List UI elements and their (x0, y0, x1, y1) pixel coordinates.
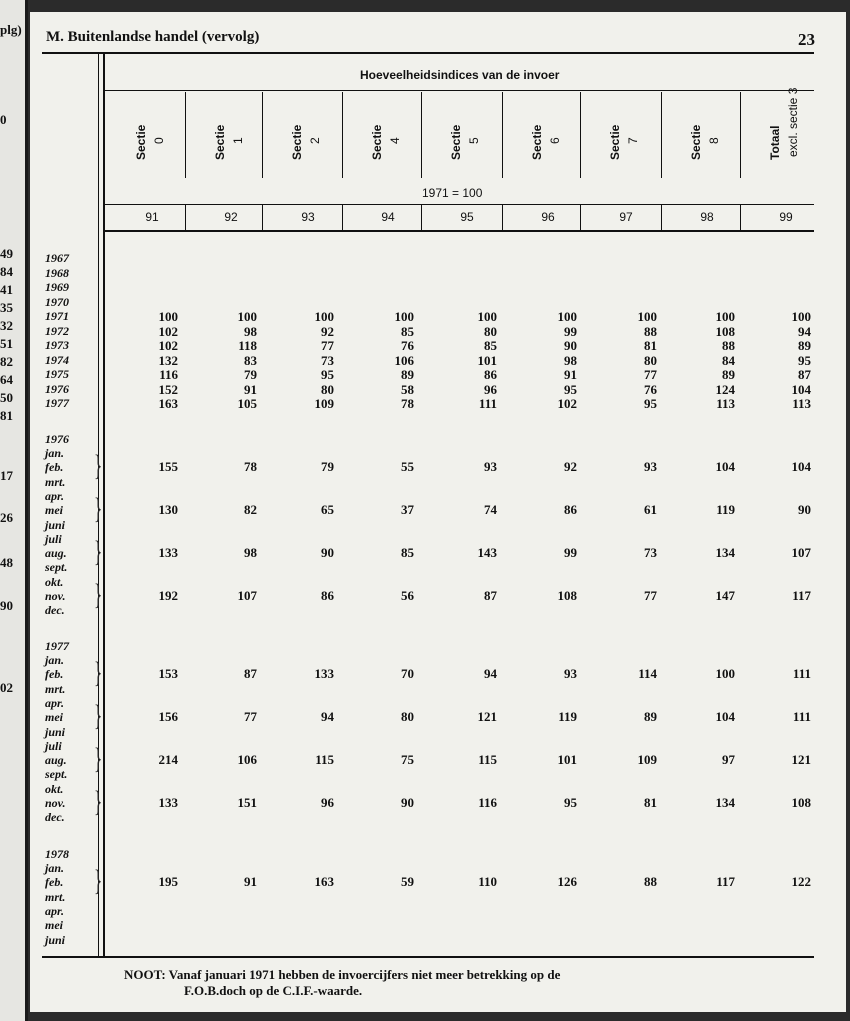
table-cell: 106 (237, 752, 257, 767)
header-rule (42, 52, 814, 54)
table-cell: 114 (638, 666, 657, 681)
row-month: mei (45, 503, 63, 517)
column-label-text: Sectie (608, 124, 622, 160)
table-cell: 126 (557, 874, 577, 889)
column-divider (740, 204, 741, 230)
footnote-line-2: F.O.B.doch op de C.I.F.-waarde. (184, 983, 363, 998)
table-cell: 86 (321, 588, 334, 603)
footnote (124, 967, 560, 999)
table-cell: 132 (158, 353, 178, 368)
row-month: apr. (45, 489, 65, 503)
column-divider (185, 204, 186, 230)
number-row-bottom-rule (105, 230, 814, 232)
row-year: 1972 (45, 324, 69, 338)
column-label-text: Sectie (689, 124, 703, 160)
table-cell: 124 (715, 382, 735, 397)
table-cell: 121 (477, 709, 497, 724)
column-label (290, 125, 304, 160)
spine-fragment: 26 (0, 510, 13, 525)
table-cell: 59 (401, 874, 414, 889)
table-cell: 78 (244, 459, 257, 474)
table-cell: 89 (644, 709, 657, 724)
row-month: feb. (45, 875, 64, 889)
table-cell: 99 (564, 545, 577, 560)
page-number: 23 (798, 30, 815, 49)
column-label (689, 125, 703, 160)
table-cell: 79 (321, 459, 334, 474)
table-cell: 108 (557, 588, 577, 603)
column-label-text: Sectie (134, 124, 148, 160)
table-cell: 91 (244, 874, 257, 889)
table-cell: 75 (401, 752, 414, 767)
table-cell: 85 (484, 338, 497, 353)
table-cell: 98 (244, 324, 257, 339)
column-section-number: 2 (308, 137, 322, 144)
row-month: mrt. (45, 475, 66, 489)
table-cell: 100 (791, 309, 811, 324)
table-cell: 87 (798, 367, 811, 382)
column-number: 91 (145, 210, 159, 224)
table-cell: 109 (314, 396, 334, 411)
previous-page-edge (0, 0, 28, 1021)
table-cell: 76 (644, 382, 657, 397)
row-month: aug. (45, 546, 67, 560)
spine-fragment: 0 (0, 112, 7, 127)
row-year: 1977 (45, 396, 69, 410)
base-year-label: 1971 = 100 (422, 186, 483, 200)
table-cell: 113 (716, 396, 735, 411)
table-cell: 111 (792, 709, 811, 724)
table-cell: 91 (244, 382, 257, 397)
table-cell: 100 (715, 666, 735, 681)
quarter-brace: } (93, 864, 103, 897)
spine-fragment: 90 (0, 598, 13, 613)
row-month: mrt. (45, 682, 66, 696)
table-cell: 99 (564, 324, 577, 339)
column-divider (661, 92, 662, 178)
column-label-text: Sectie (530, 124, 544, 160)
table-cell: 105 (237, 396, 257, 411)
table-cell: 143 (477, 545, 497, 560)
table-cell: 77 (244, 709, 257, 724)
quarter-brace: } (93, 535, 103, 568)
row-month: juli (45, 532, 62, 546)
table-cell: 108 (791, 795, 811, 810)
table-cell: 56 (401, 588, 414, 603)
table-cell: 37 (401, 502, 414, 517)
row-month: sept. (45, 560, 68, 574)
row-month: mrt. (45, 890, 66, 904)
table-cell: 83 (244, 353, 257, 368)
table-cell: 151 (237, 795, 257, 810)
column-number: 99 (779, 210, 793, 224)
table-cell: 77 (644, 588, 657, 603)
table-cell: 100 (715, 309, 735, 324)
table-cell: 65 (321, 502, 334, 517)
table-cell: 100 (637, 309, 657, 324)
spine-fragment: 32 (0, 318, 13, 333)
column-divider (262, 92, 263, 178)
table-cell: 147 (715, 588, 735, 603)
spine-fragment: 81 (0, 408, 13, 423)
table-cell: 155 (158, 459, 178, 474)
row-month: feb. (45, 460, 64, 474)
row-month: okt. (45, 575, 64, 589)
column-divider (262, 204, 263, 230)
column-divider (185, 92, 186, 178)
row-year: 1974 (45, 353, 69, 367)
table-cell: 90 (321, 545, 334, 560)
column-number: 98 (700, 210, 714, 224)
table-cell: 87 (244, 666, 257, 681)
table-cell: 92 (564, 459, 577, 474)
table-cell: 94 (484, 666, 497, 681)
table-cell: 104 (791, 459, 811, 474)
column-divider (580, 92, 581, 178)
row-year: 1976 (45, 382, 69, 396)
quarter-brace: } (93, 742, 103, 775)
table-cell: 73 (644, 545, 657, 560)
table-cell: 73 (321, 353, 334, 368)
footnote-line-1: Vanaf januari 1971 hebben de invoercijfers niet meer betrekking op de (168, 967, 561, 982)
table-cell: 84 (722, 353, 735, 368)
table-cell: 90 (798, 502, 811, 517)
table-cell: 90 (564, 338, 577, 353)
quarter-brace: } (93, 492, 103, 525)
row-year: 1967 (45, 251, 69, 265)
table-cell: 101 (557, 752, 577, 767)
table-cell: 78 (401, 396, 414, 411)
spine-fragment: 82 (0, 354, 13, 369)
column-label (768, 126, 782, 160)
table-cell: 86 (484, 367, 497, 382)
spine-fragment: plg) (0, 22, 22, 37)
column-divider (740, 92, 741, 178)
table-cell: 102 (158, 324, 178, 339)
row-month: nov. (45, 589, 66, 603)
page-title: M. Buitenlandse handel (vervolg) (46, 29, 260, 45)
table-cell: 85 (401, 324, 414, 339)
table-cell: 80 (644, 353, 657, 368)
table-cell: 134 (715, 795, 735, 810)
row-year: 1968 (45, 266, 69, 280)
column-label (134, 125, 148, 160)
table-cell: 61 (644, 502, 657, 517)
table-cell: 95 (564, 382, 577, 397)
table-cell: 82 (244, 502, 257, 517)
column-divider (342, 204, 343, 230)
table-cell: 80 (401, 709, 414, 724)
column-number: 94 (381, 210, 395, 224)
group-title: Hoeveelheidsindices van de invoer (360, 68, 560, 82)
column-label-text: Sectie (370, 124, 384, 160)
table-cell: 98 (564, 353, 577, 368)
footnote-label: NOOT: (124, 967, 166, 982)
table-cell: 107 (237, 588, 257, 603)
table-cell: 122 (791, 874, 811, 889)
table-cell: 104 (791, 382, 811, 397)
row-month: jan. (45, 861, 65, 875)
column-label-text: Sectie (449, 124, 463, 160)
table-cell: 115 (478, 752, 497, 767)
table-cell: 119 (558, 709, 577, 724)
row-month: juli (45, 739, 62, 753)
table-cell: 77 (644, 367, 657, 382)
table-cell: 111 (792, 666, 811, 681)
row-month: juni (45, 725, 66, 739)
column-label (530, 125, 544, 160)
table-cell: 93 (644, 459, 657, 474)
spine-fragment: 48 (0, 555, 13, 570)
quarter-brace: } (93, 578, 103, 611)
table-cell: 153 (158, 666, 178, 681)
column-number: 97 (619, 210, 633, 224)
column-number: 93 (301, 210, 315, 224)
table-cell: 100 (394, 309, 414, 324)
table-cell: 88 (722, 338, 735, 353)
column-label (370, 125, 384, 160)
spine-fragment: 49 (0, 246, 13, 261)
row-month: mei (45, 710, 63, 724)
column-number: 96 (541, 210, 555, 224)
spine-fragment: 02 (0, 680, 13, 695)
row-month: jan. (45, 653, 65, 667)
table-cell: 116 (159, 367, 178, 382)
table-cell: 98 (244, 545, 257, 560)
table-cell: 81 (644, 795, 657, 810)
row-year: 1975 (45, 367, 69, 381)
column-number: 95 (460, 210, 474, 224)
table-cell: 163 (314, 874, 334, 889)
table-cell: 80 (484, 324, 497, 339)
document-page (30, 12, 846, 1012)
table-cell: 102 (158, 338, 178, 353)
column-label (213, 125, 227, 160)
column-label-text: Sectie (213, 124, 227, 160)
table-cell: 89 (401, 367, 414, 382)
table-cell: 152 (158, 382, 178, 397)
column-section-number: 8 (707, 137, 721, 144)
table-cell: 121 (791, 752, 811, 767)
column-label (608, 125, 622, 160)
row-month: dec. (45, 810, 65, 824)
spine-fragment: 35 (0, 300, 13, 315)
table-cell: 92 (321, 324, 334, 339)
table-cell: 95 (564, 795, 577, 810)
table-cell: 89 (798, 338, 811, 353)
column-divider (342, 92, 343, 178)
spine-fragment: 84 (0, 264, 13, 279)
spine-fragment: 50 (0, 390, 13, 405)
table-cell: 97 (722, 752, 735, 767)
row-month: juni (45, 518, 66, 532)
spine-fragment: 17 (0, 468, 13, 483)
table-cell: 195 (158, 874, 178, 889)
table-cell: 80 (321, 382, 334, 397)
group-rule (105, 90, 814, 91)
column-number: 92 (224, 210, 238, 224)
table-cell: 94 (798, 324, 811, 339)
table-cell: 100 (314, 309, 334, 324)
table-cell: 95 (321, 367, 334, 382)
table-cell: 85 (401, 545, 414, 560)
row-month: feb. (45, 667, 64, 681)
table-cell: 119 (716, 502, 735, 517)
row-month: dec. (45, 603, 65, 617)
quarter-brace: } (93, 449, 103, 482)
table-cell: 90 (401, 795, 414, 810)
table-cell: 76 (401, 338, 414, 353)
column-label (449, 125, 463, 160)
column-section-number: 5 (467, 137, 481, 144)
column-divider (502, 92, 503, 178)
table-cell: 108 (715, 324, 735, 339)
row-year: 1969 (45, 280, 69, 294)
spine-fragment: 64 (0, 372, 13, 387)
table-cell: 109 (637, 752, 657, 767)
column-section-number: 7 (626, 137, 640, 144)
spine-fragment: 51 (0, 336, 13, 351)
table-cell: 192 (158, 588, 178, 603)
table-cell: 133 (314, 666, 334, 681)
table-cell: 117 (716, 874, 735, 889)
block-year: 1976 (45, 432, 69, 446)
column-section-number: 4 (388, 137, 402, 144)
table-cell: 104 (715, 459, 735, 474)
footer-rule (42, 956, 814, 958)
table-cell: 100 (557, 309, 577, 324)
table-cell: 91 (564, 367, 577, 382)
table-cell: 94 (321, 709, 334, 724)
table-cell: 133 (158, 545, 178, 560)
table-cell: 95 (644, 396, 657, 411)
row-year: 1970 (45, 295, 69, 309)
table-cell: 55 (401, 459, 414, 474)
column-section-number: 0 (152, 137, 166, 144)
column-divider (661, 204, 662, 230)
column-section-number: 6 (548, 137, 562, 144)
table-cell: 214 (158, 752, 178, 767)
table-cell: 133 (158, 795, 178, 810)
table-cell: 115 (315, 752, 334, 767)
row-month: juni (45, 933, 66, 947)
table-cell: 106 (394, 353, 414, 368)
table-cell: 88 (644, 874, 657, 889)
number-row-top-rule (105, 204, 814, 205)
row-year: 1971 (45, 309, 69, 323)
table-cell: 100 (158, 309, 178, 324)
table-cell: 89 (722, 367, 735, 382)
table-cell: 117 (792, 588, 811, 603)
row-month: apr. (45, 696, 65, 710)
row-month: mei (45, 918, 63, 932)
table-cell: 107 (791, 545, 811, 560)
column-divider (421, 92, 422, 178)
table-cell: 111 (478, 396, 497, 411)
table-cell: 81 (644, 338, 657, 353)
table-cell: 113 (792, 396, 811, 411)
row-month: aug. (45, 753, 67, 767)
quarter-brace: } (93, 699, 103, 732)
block-year: 1977 (45, 639, 69, 653)
table-cell: 79 (244, 367, 257, 382)
table-cell: 93 (564, 666, 577, 681)
column-section-number: 1 (231, 137, 245, 144)
row-month: sept. (45, 767, 68, 781)
column-label-text: Sectie (290, 124, 304, 160)
table-cell: 95 (798, 353, 811, 368)
table-cell: 96 (321, 795, 334, 810)
table-cell: 130 (158, 502, 178, 517)
column-divider (580, 204, 581, 230)
row-year: 1973 (45, 338, 69, 352)
column-section-number: excl. sectie 3 (786, 87, 800, 157)
table-cell: 77 (321, 338, 334, 353)
column-divider (502, 204, 503, 230)
quarter-brace: } (93, 656, 103, 689)
table-cell: 104 (715, 709, 735, 724)
table-cell: 58 (401, 382, 414, 397)
table-cell: 93 (484, 459, 497, 474)
table-cell: 100 (237, 309, 257, 324)
row-month: okt. (45, 782, 64, 796)
table-cell: 101 (477, 353, 497, 368)
table-cell: 102 (557, 396, 577, 411)
column-label-text: Totaal (768, 125, 782, 160)
table-cell: 87 (484, 588, 497, 603)
table-cell: 100 (477, 309, 497, 324)
table-cell: 156 (158, 709, 178, 724)
row-month: nov. (45, 796, 66, 810)
table-cell: 118 (238, 338, 257, 353)
row-month: jan. (45, 446, 65, 460)
table-cell: 116 (478, 795, 497, 810)
table-cell: 163 (158, 396, 178, 411)
table-cell: 88 (644, 324, 657, 339)
block-year: 1978 (45, 847, 69, 861)
table-cell: 134 (715, 545, 735, 560)
table-cell: 110 (478, 874, 497, 889)
table-cell: 74 (484, 502, 497, 517)
column-divider (421, 204, 422, 230)
spine-fragment: 41 (0, 282, 13, 297)
row-month: apr. (45, 904, 65, 918)
table-cell: 96 (484, 382, 497, 397)
table-cell: 86 (564, 502, 577, 517)
quarter-brace: } (93, 785, 103, 818)
table-cell: 70 (401, 666, 414, 681)
